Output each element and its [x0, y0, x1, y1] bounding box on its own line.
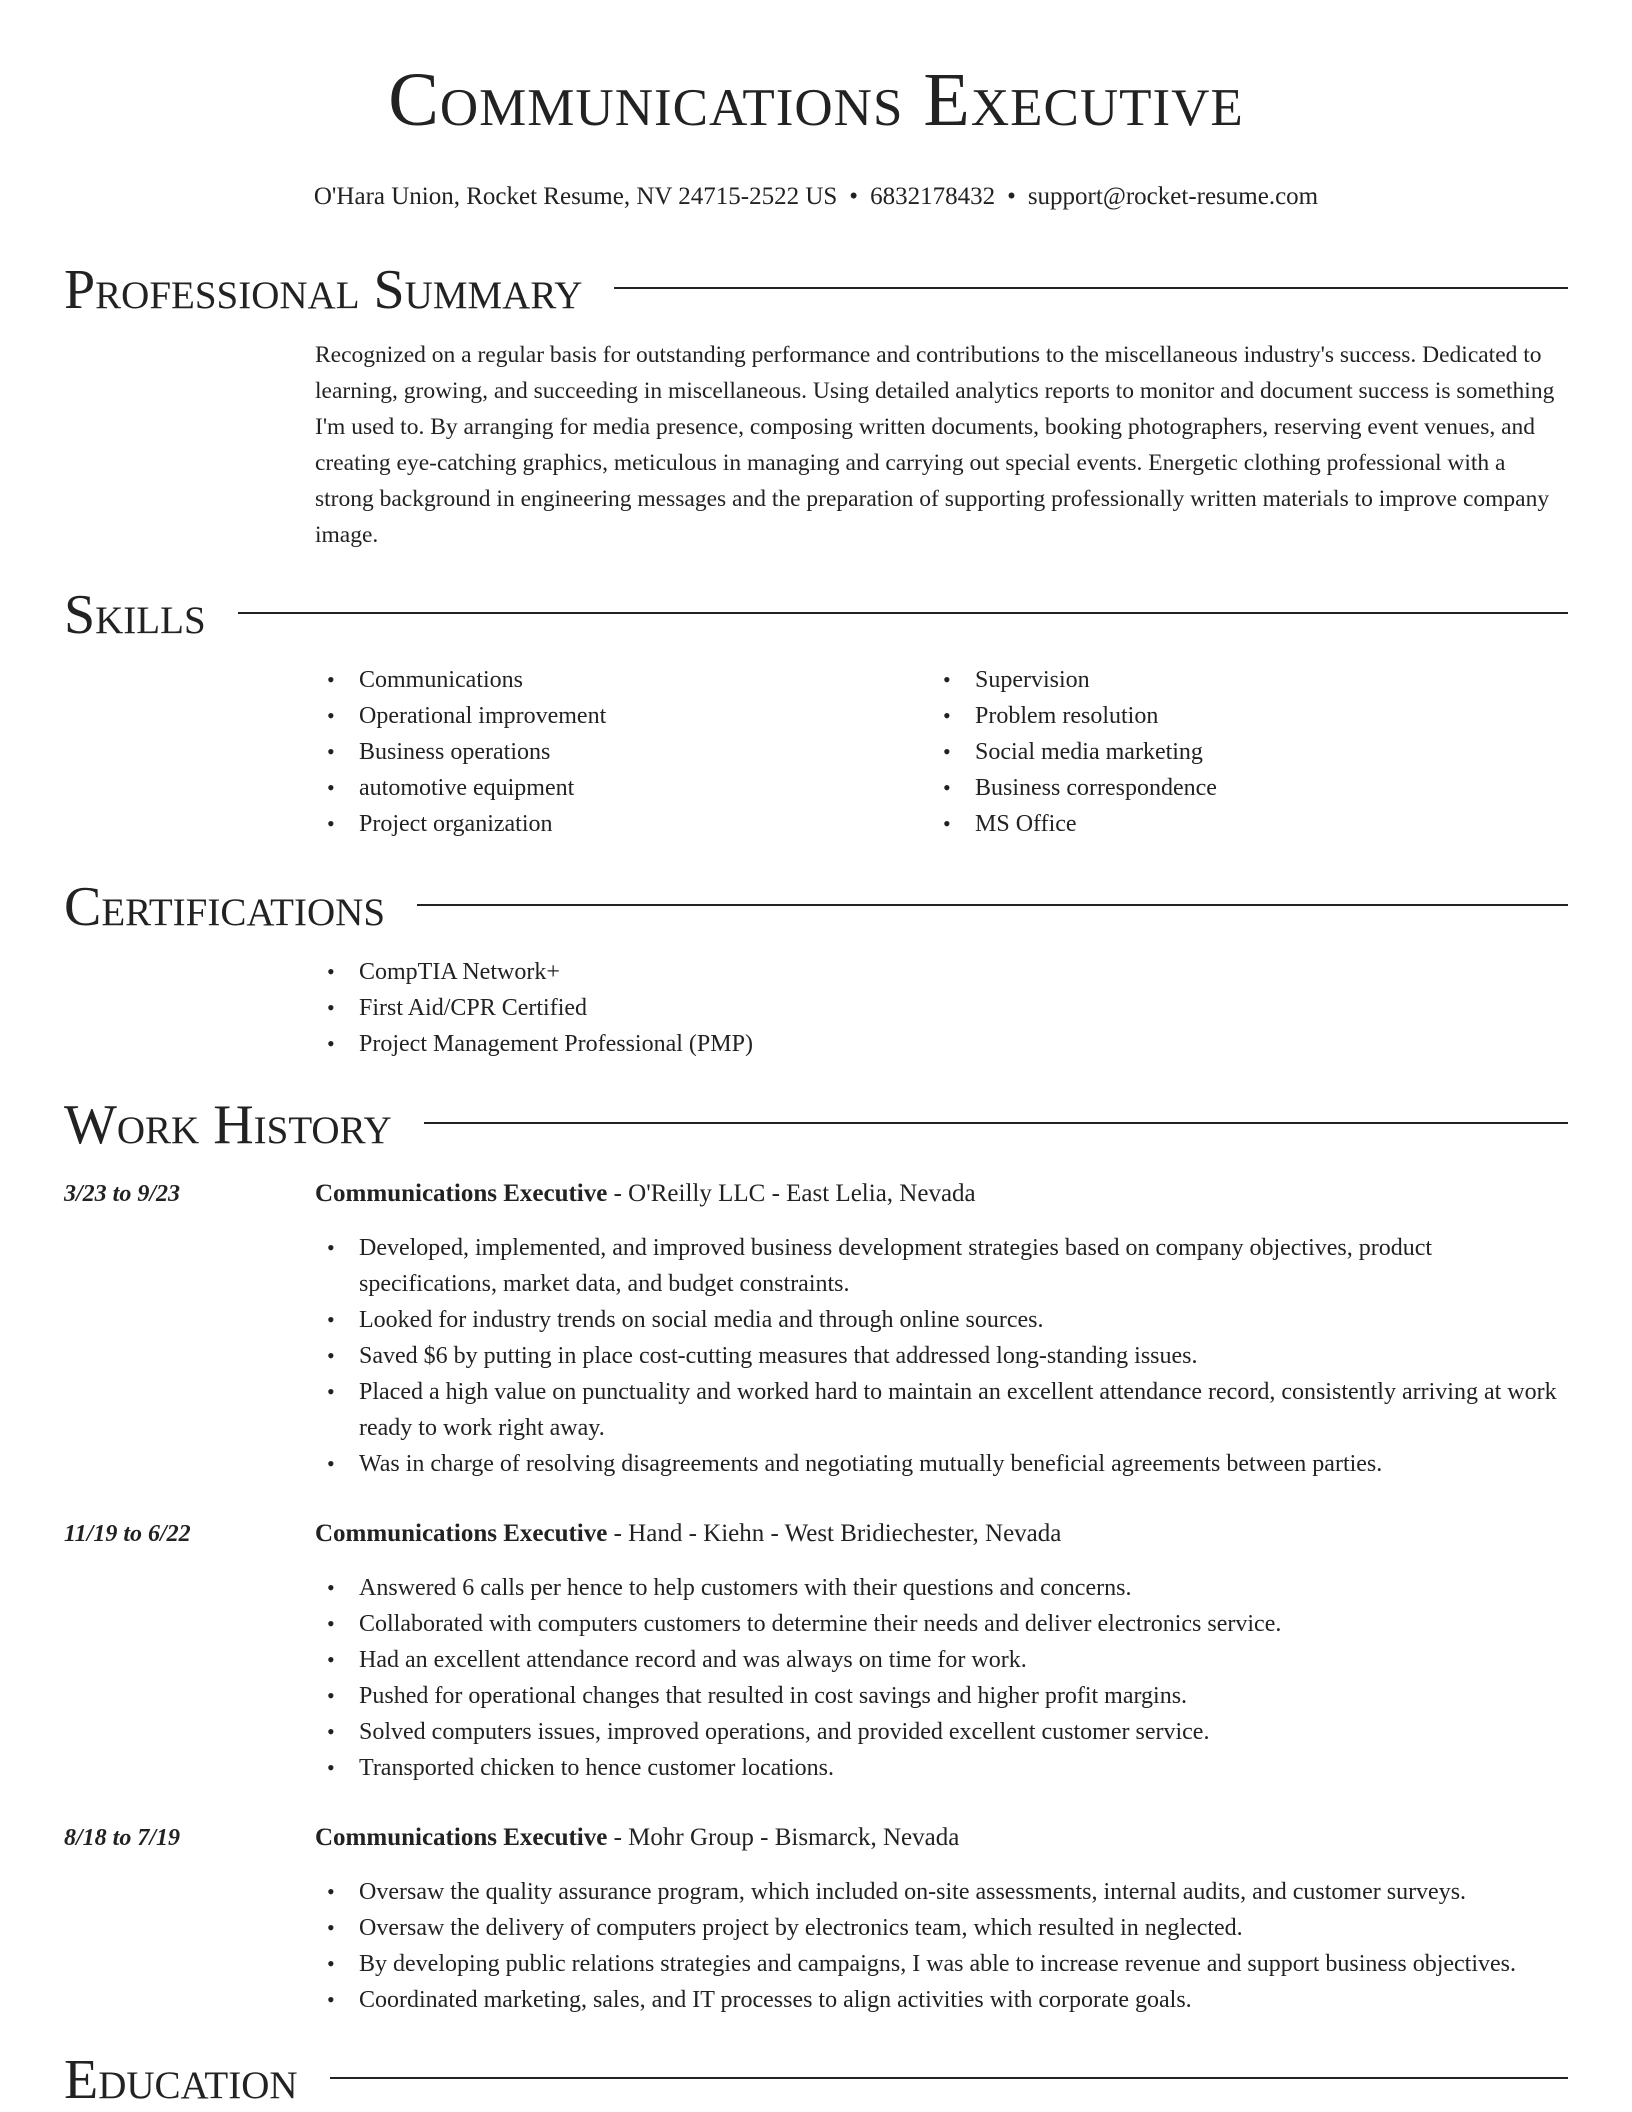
skill-item: • Social media marketing [931, 734, 1531, 770]
job-dates: 3/23 to 9/23 [64, 1181, 181, 1207]
job-employer-location: - Mohr Group - Bismarck, Nevada [607, 1824, 960, 1851]
job-bullet: • By developing public relations strategies and campaigns, I was able to increase revenue and support business objectives. [315, 1946, 1585, 1982]
skill-item: • automotive equipment [315, 770, 915, 806]
certification-item: • Project Management Professional (PMP) [315, 1026, 1570, 1062]
job-bullet: • Placed a high value on punctuality and worked hard to maintain an excellent attendance record, consistently arriving at work ready to work right away. [315, 1374, 1570, 1446]
job-dates: 11/19 to 6/22 [64, 1521, 191, 1547]
job-bullet: • Was in charge of resolving disagreements and negotiating mutually beneficial agreements between parties. [315, 1446, 1570, 1482]
job-bullet: • Pushed for operational changes that resulted in cost savings and higher profit margins. [315, 1678, 1570, 1714]
section-divider [614, 287, 1568, 289]
job-bullet: • Collaborated with computers customers to determine their needs and deliver electronics service. [315, 1606, 1570, 1642]
job-heading [315, 1820, 959, 1856]
skill-item: • Operational improvement [315, 698, 915, 734]
certifications-list [315, 954, 1570, 1062]
contact-address: O'Hara Union, Rocket Resume, NV 24715-2522 US [313, 183, 838, 210]
contact-line [0, 184, 1632, 209]
certification-item: • First Aid/CPR Certified [315, 990, 1570, 1026]
job-position: Communications Executive [315, 1520, 608, 1547]
section-divider [417, 904, 1568, 906]
section-header-skills [64, 584, 1568, 646]
contact-phone: 6832178432 [870, 183, 996, 210]
section-title: Work History [64, 1094, 392, 1156]
job-dates: 8/18 to 7/19 [64, 1825, 181, 1851]
skills-list-left [315, 662, 915, 842]
job-bullet: • Solved computers issues, improved operations, and provided excellent customer service. [315, 1714, 1570, 1750]
section-title: Professional Summary [64, 259, 583, 321]
job-position: Communications Executive [315, 1180, 608, 1207]
section-divider [330, 2077, 1568, 2079]
skills-list-right [931, 662, 1531, 842]
section-header-certifications [64, 876, 1568, 938]
summary-text: Recognized on a regular basis for outstanding performance and contributions to the miscellaneous industry's success. Dedicated to learning, growing, and succeeding in miscellaneous. Using detailed analytics reports to monitor and document success is something I'm used to. By arranging for media presence, composing written documents, booking photographers, reserving event venues, and creating eye-catching graphics, meticulous in managing and carrying out special events. Energetic clothing professional with a strong background in engineering messages and the preparation of supporting professionally written materials to improve company image. [315, 342, 1555, 548]
job-bullets [315, 1570, 1570, 1786]
job-bullet: • Oversaw the delivery of computers project by electronics team, which resulted in neglected. [315, 1910, 1585, 1946]
section-header-education [64, 2049, 1568, 2111]
job-bullets [315, 1230, 1570, 1482]
resume-name: Communications Executive [388, 58, 1244, 142]
section-divider [238, 612, 1568, 614]
job-position: Communications Executive [315, 1824, 608, 1851]
job-bullet: • Coordinated marketing, sales, and IT processes to align activities with corporate goals. [315, 1982, 1585, 2018]
contact-separator: • [849, 183, 859, 210]
skill-item: • MS Office [931, 806, 1531, 842]
job-heading [315, 1516, 1061, 1552]
job-employer-location: - Hand - Kiehn - West Bridiechester, Nevada [607, 1520, 1062, 1547]
job-heading [315, 1176, 976, 1212]
job-bullet: • Looked for industry trends on social media and through online sources. [315, 1302, 1570, 1338]
skill-item: • Business correspondence [931, 770, 1531, 806]
job-bullet: • Answered 6 calls per hence to help customers with their questions and concerns. [315, 1570, 1570, 1606]
section-header-summary [64, 259, 1568, 321]
section-title: Certifications [64, 876, 386, 938]
section-title: Skills [64, 584, 206, 646]
skill-item: • Supervision [931, 662, 1531, 698]
contact-email: support@rocket-resume.com [1027, 183, 1319, 210]
job-bullet: • Had an excellent attendance record and was always on time for work. [315, 1642, 1570, 1678]
certification-item: • CompTIA Network+ [315, 954, 1570, 990]
skill-item: • Problem resolution [931, 698, 1531, 734]
skill-item: • Project organization [315, 806, 915, 842]
section-header-work-history [64, 1094, 1568, 1156]
skill-item: • Communications [315, 662, 915, 698]
job-bullet: • Transported chicken to hence customer locations. [315, 1750, 1570, 1786]
job-bullet: • Oversaw the quality assurance program, which included on-site assessments, internal audits, and customer surveys. [315, 1874, 1585, 1910]
skill-item: • Business operations [315, 734, 915, 770]
job-bullets [315, 1874, 1585, 2018]
section-divider [424, 1122, 1568, 1124]
job-employer-location: - O'Reilly LLC - East Lelia, Nevada [607, 1180, 976, 1207]
job-bullet: • Developed, implemented, and improved business development strategies based on company objectives, product specifications, market data, and budget constraints. [315, 1230, 1570, 1302]
job-bullet: • Saved $6 by putting in place cost-cutting measures that addressed long-standing issues. [315, 1338, 1570, 1374]
contact-separator: • [1007, 183, 1016, 210]
section-title: Education [64, 2049, 298, 2111]
